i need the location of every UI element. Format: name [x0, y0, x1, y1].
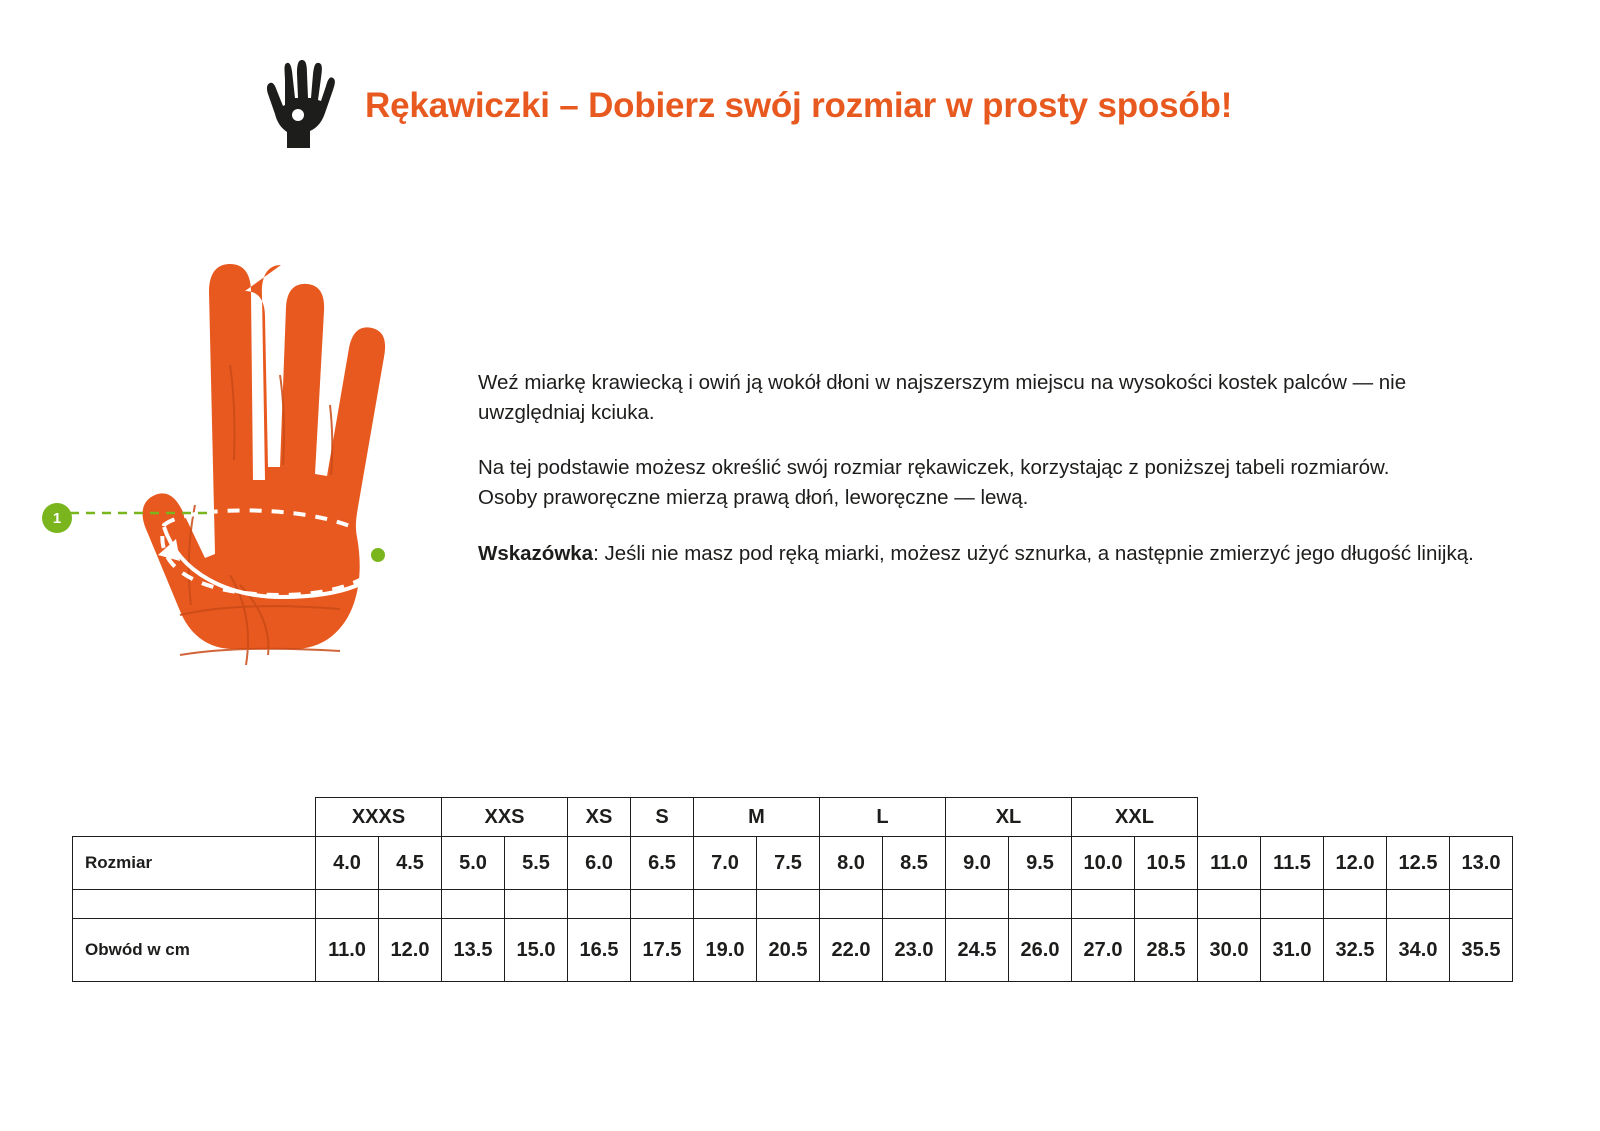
size-table-wrapper	[72, 797, 1513, 982]
size-value-cell: 4.5	[379, 837, 442, 890]
size-category-cell: M	[694, 798, 820, 837]
table-row-label-circumference: Obwód w cm	[73, 919, 316, 982]
table-spacer-cell	[1450, 890, 1513, 919]
size-value-cell: 12.0	[1324, 837, 1387, 890]
size-value-cell: 8.0	[820, 837, 883, 890]
size-category-cell: L	[820, 798, 946, 837]
circumference-value-cell: 16.5	[568, 919, 631, 982]
hand-measurement-illustration	[30, 255, 460, 755]
table-spacer-cell	[1009, 890, 1072, 919]
size-value-cell: 10.0	[1072, 837, 1135, 890]
table-spacer-cell	[757, 890, 820, 919]
circumference-value-cell: 23.0	[883, 919, 946, 982]
size-value-cell: 4.0	[316, 837, 379, 890]
circumference-value-cell: 35.5	[1450, 919, 1513, 982]
table-spacer-cell	[1198, 890, 1261, 919]
measurement-marker-badge: 1	[42, 503, 72, 533]
instruction-paragraph-1: Weź miarkę krawiecką i owiń ją wokół dłoni w najszerszym miejscu na wysokości kostek palców — nie uwzględniaj kciuka.	[478, 371, 1407, 424]
table-spacer-cell	[442, 890, 505, 919]
table-corner-cell	[73, 798, 316, 837]
instruction-paragraph-2: Na tej podstawie możesz określić swój rozmiar rękawiczek, korzystając z poniższej tabeli rozmiarów.	[478, 456, 1390, 480]
circumference-value-cell: 27.0	[1072, 919, 1135, 982]
table-spacer-cell	[1387, 890, 1450, 919]
hand-print-logo	[265, 60, 343, 152]
tip-text: : Jeśli nie masz pod ręką miarki, możesz użyć sznurka, a następnie zmierzyć jego długość linijką.	[593, 541, 1474, 565]
size-value-cell: 9.5	[1009, 837, 1072, 890]
size-value-cell: 5.0	[442, 837, 505, 890]
table-spacer-cell	[379, 890, 442, 919]
table-spacer-cell	[316, 890, 379, 919]
instructions-block	[478, 368, 1478, 569]
table-spacer-cell	[631, 890, 694, 919]
table-spacer-cell	[1135, 890, 1198, 919]
circumference-value-cell: 12.0	[379, 919, 442, 982]
page-title: Rękawiczki – Dobierz swój rozmiar w prosty sposób!	[365, 86, 1233, 125]
circumference-value-cell: 31.0	[1261, 919, 1324, 982]
size-value-cell: 9.0	[946, 837, 1009, 890]
size-category-cell: XL	[946, 798, 1072, 837]
table-spacer-cell	[694, 890, 757, 919]
table-spacer-cell	[1072, 890, 1135, 919]
table-spacer-cell	[1261, 890, 1324, 919]
hand-shape	[143, 264, 386, 665]
circumference-value-cell: 26.0	[1009, 919, 1072, 982]
size-value-cell: 5.5	[505, 837, 568, 890]
table-spacer-cell	[1324, 890, 1387, 919]
size-value-cell: 7.0	[694, 837, 757, 890]
instruction-paragraph-3: Osoby praworęczne mierzą prawą dłoń, leworęczne — lewą.	[478, 486, 1029, 510]
circumference-value-cell: 28.5	[1135, 919, 1198, 982]
table-spacer-cell	[568, 890, 631, 919]
table-row-label-size: Rozmiar	[73, 837, 316, 890]
size-value-cell: 13.0	[1450, 837, 1513, 890]
table-row-circumference	[73, 919, 1513, 982]
circumference-value-cell: 20.5	[757, 919, 820, 982]
size-value-cell: 7.5	[757, 837, 820, 890]
table-spacer-cell	[505, 890, 568, 919]
circumference-value-cell: 22.0	[820, 919, 883, 982]
instruction-tip	[478, 539, 1478, 569]
table-spacer-cell	[820, 890, 883, 919]
circumference-value-cell: 32.5	[1324, 919, 1387, 982]
table-spacer-label	[73, 890, 316, 919]
table-row-spacer	[73, 890, 1513, 919]
size-value-cell: 11.0	[1198, 837, 1261, 890]
circumference-value-cell: 13.5	[442, 919, 505, 982]
size-category-cell: XXL	[1072, 798, 1198, 837]
circumference-value-cell: 34.0	[1387, 919, 1450, 982]
size-category-cell: XXXS	[316, 798, 442, 837]
circumference-value-cell: 24.5	[946, 919, 1009, 982]
size-value-cell: 10.5	[1135, 837, 1198, 890]
tip-label: Wskazówka	[478, 541, 594, 565]
table-row-categories	[73, 798, 1513, 837]
size-category-cell: XS	[568, 798, 631, 837]
circumference-value-cell: 19.0	[694, 919, 757, 982]
circumference-value-cell: 17.5	[631, 919, 694, 982]
size-value-cell: 11.5	[1261, 837, 1324, 890]
size-category-cell	[1198, 798, 1513, 837]
table-spacer-cell	[946, 890, 1009, 919]
table-spacer-cell	[883, 890, 946, 919]
size-value-cell: 6.5	[631, 837, 694, 890]
size-category-cell: XXS	[442, 798, 568, 837]
table-row-sizes	[73, 837, 1513, 890]
circumference-value-cell: 15.0	[505, 919, 568, 982]
size-table	[72, 797, 1513, 982]
circumference-value-cell: 11.0	[316, 919, 379, 982]
size-category-cell: S	[631, 798, 694, 837]
size-value-cell: 8.5	[883, 837, 946, 890]
circumference-value-cell: 30.0	[1198, 919, 1261, 982]
size-value-cell: 6.0	[568, 837, 631, 890]
page-header	[265, 60, 1232, 152]
size-value-cell: 12.5	[1387, 837, 1450, 890]
